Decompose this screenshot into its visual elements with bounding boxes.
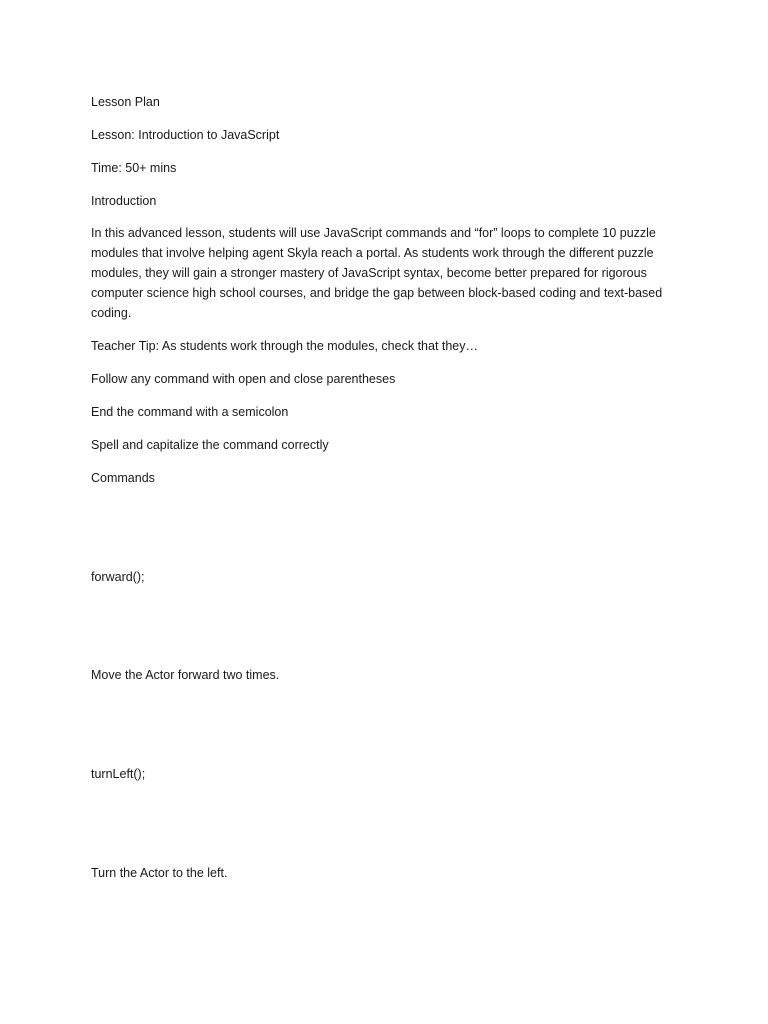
checklist-item: End the command with a semicolon bbox=[91, 405, 289, 419]
lesson-time: Time: 50+ mins bbox=[91, 161, 177, 175]
introduction-line: modules, they will gain a stronger mastery of JavaScript syntax, become better prepared for rigorous bbox=[91, 266, 647, 280]
teacher-tip: Teacher Tip: As students work through the modules, check that they… bbox=[91, 339, 479, 353]
introduction-paragraph bbox=[91, 223, 671, 323]
checklist-item: Spell and capitalize the command correctly bbox=[91, 438, 329, 452]
command-code: forward(); bbox=[91, 570, 145, 584]
introduction-line: coding. bbox=[91, 306, 132, 320]
introduction-line: modules that involve helping agent Skyla reach a portal. As students work through the different puzzle bbox=[91, 246, 654, 260]
introduction-heading: Introduction bbox=[91, 194, 157, 208]
commands-heading: Commands bbox=[91, 471, 155, 485]
lesson-name: Lesson: Introduction to JavaScript bbox=[91, 128, 280, 142]
command-description: Move the Actor forward two times. bbox=[91, 668, 280, 682]
checklist-item: Follow any command with open and close parentheses bbox=[91, 372, 396, 386]
introduction-line: computer science high school courses, and bridge the gap between block-based coding and text-based bbox=[91, 286, 663, 300]
document-title: Lesson Plan bbox=[91, 95, 160, 109]
command-code: turnLeft(); bbox=[91, 767, 146, 781]
introduction-line: In this advanced lesson, students will use JavaScript commands and “for” loops to complete 10 puzzle bbox=[91, 226, 656, 240]
command-description: Turn the Actor to the left. bbox=[91, 866, 228, 880]
